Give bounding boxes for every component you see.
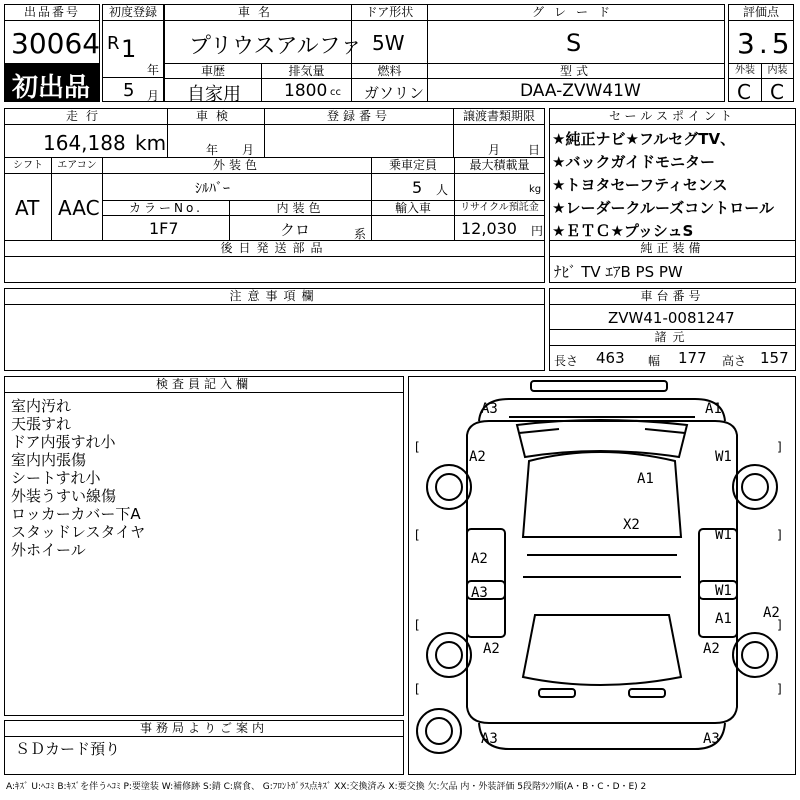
damage-mark: A3 xyxy=(481,731,498,747)
ext-color-label: 外装色 xyxy=(103,158,371,174)
history-label: 車歴 xyxy=(165,64,261,79)
color-no: 1F7 xyxy=(149,219,179,238)
later-parts-label: 後日発送部品 xyxy=(5,241,544,257)
sales-points-label: セールスポイント xyxy=(550,109,795,125)
office-box xyxy=(4,720,404,775)
sales-point-3: ★トヨタセーフティセンス xyxy=(552,176,728,194)
grade-label: グレード xyxy=(428,5,724,21)
damage-mark: A1 xyxy=(637,471,654,487)
svg-text:]: ] xyxy=(777,618,782,632)
lot-number: 30064 xyxy=(11,27,101,60)
fuel-label: 燃料 xyxy=(352,64,427,79)
transfer-box xyxy=(453,108,545,158)
score-label: 評価点 xyxy=(729,5,793,21)
svg-text:[: [ xyxy=(415,682,420,696)
mileage-box xyxy=(4,108,168,158)
interior-label: 内装 xyxy=(762,64,793,79)
inspector-notes xyxy=(11,397,145,559)
car-name-label: 車名 xyxy=(165,5,351,21)
inspection-label: 車検 xyxy=(168,109,264,125)
seats-label: 乗車定員 xyxy=(372,158,454,174)
grade-box xyxy=(427,4,725,64)
recycle: 12,030 xyxy=(461,219,517,238)
ext-color: ｼﾙﾊﾞｰ xyxy=(195,181,230,197)
width-label: 幅 xyxy=(648,354,661,368)
inspector-line: ロッカーカバー下A xyxy=(11,505,141,523)
sales-point-5: ★ＥＴＣ★プッシュS xyxy=(552,222,694,240)
ac-box xyxy=(51,157,103,241)
width: 177 xyxy=(678,349,707,367)
inspector-line: スタッドレスタイヤ xyxy=(11,523,146,541)
damage-diagram xyxy=(408,376,796,775)
model-box xyxy=(427,63,725,102)
inspector-box xyxy=(4,376,404,716)
inspector-line: 外装うすい線傷 xyxy=(11,487,117,505)
lot-number-label: 出品番号 xyxy=(5,5,99,21)
color-no-box xyxy=(102,200,230,241)
load-label: 最大積載量 xyxy=(455,158,544,174)
damage-legend: A:ｷｽﾞ U:ﾍｺﾐ B:ｷｽﾞを伴うﾍｺﾐ P:要塗装 W:補修跡 S:錆 C:腐食、 G:ﾌﾛﾝﾄｶﾞﾗｽ点ｷｽﾞ XX:交換済み X:要交換 欠:欠品 内・外装評価 5段階ﾗﾝｸ順(A・B・C・D・E) 2 xyxy=(6,782,647,792)
equipment-box xyxy=(549,240,796,283)
damage-mark: A2 xyxy=(763,605,780,621)
ac: AAC xyxy=(58,196,100,220)
recycle-label: リサイクル預託金 xyxy=(455,201,544,216)
history: 自家用 xyxy=(187,84,241,105)
year-unit: 年 xyxy=(147,63,160,77)
inspector-line: 室内汚れ xyxy=(11,397,72,415)
length-label: 長さ xyxy=(554,354,579,368)
int-color: クロ xyxy=(280,221,311,239)
inspector-line: ドア内張すれ小 xyxy=(11,433,116,451)
ac-label: エアコン xyxy=(52,158,102,174)
svg-text:[: [ xyxy=(415,528,420,542)
damage-mark: A3 xyxy=(471,585,488,601)
damage-mark: A3 xyxy=(703,731,720,747)
first-listing-badge xyxy=(4,64,100,102)
exterior-label: 外装 xyxy=(729,64,761,79)
inspector-line: 外ホイール xyxy=(11,541,86,559)
office-text: ＳＤカード預り xyxy=(15,740,121,758)
inspector-line: 室内内張傷 xyxy=(11,451,87,469)
damage-mark: A1 xyxy=(705,401,722,417)
import-box xyxy=(371,200,455,241)
fuel: ガソリン xyxy=(364,84,425,102)
color-no-label: カラーNo. xyxy=(103,201,229,216)
svg-text:[: [ xyxy=(415,618,420,632)
mileage: 164,188 xyxy=(43,131,126,155)
displacement: 1800 xyxy=(284,81,328,101)
transfer-month-unit: 月 xyxy=(488,143,501,157)
first-listing-text: 初出品 xyxy=(12,73,91,103)
lot-number-box xyxy=(4,4,100,64)
sales-points-box xyxy=(549,108,796,241)
reg-number-label: 登録番号 xyxy=(265,109,453,125)
seats: 5 xyxy=(412,178,423,197)
seats-unit: 人 xyxy=(436,183,449,197)
km-unit: km xyxy=(135,131,167,155)
recycle-unit: 円 xyxy=(531,224,544,238)
era-year: 1 xyxy=(121,35,137,63)
shift: AT xyxy=(15,196,40,220)
shift-label: シフト xyxy=(5,158,51,174)
damage-mark: A3 xyxy=(481,401,498,417)
car-name-box xyxy=(164,4,363,64)
history-box xyxy=(164,63,262,105)
score-box xyxy=(728,4,794,64)
notes-label: 注意事項欄 xyxy=(5,289,544,305)
equipment: ﾅﾋﾞ TV ｴｱB PS PW xyxy=(554,263,683,281)
inspector-line: シートすれ小 xyxy=(11,469,101,487)
ext-color-box xyxy=(102,157,372,201)
interior-box xyxy=(761,63,794,102)
displacement-label: 排気量 xyxy=(262,64,351,79)
fuel-box xyxy=(351,63,428,102)
model: DAA-ZVW41W xyxy=(520,81,641,101)
first-reg-box xyxy=(102,4,164,102)
inspection-box xyxy=(167,108,265,158)
transfer-day-unit: 日 xyxy=(528,143,541,157)
door-box xyxy=(351,4,428,64)
score: 3.5 xyxy=(737,27,794,60)
inspection-month-unit: 月 xyxy=(242,143,255,157)
damage-mark: A1 xyxy=(715,611,732,627)
notes-box xyxy=(4,288,545,371)
equipment-label: 純正装備 xyxy=(550,241,795,257)
damage-mark: W1 xyxy=(715,449,732,465)
exterior-box xyxy=(728,63,762,102)
recycle-box xyxy=(454,200,545,241)
later-parts-box xyxy=(4,240,545,283)
damage-mark: W1 xyxy=(715,527,732,543)
seats-box xyxy=(371,157,455,201)
cc-unit: cc xyxy=(330,87,341,98)
car-diagram-svg xyxy=(409,377,795,774)
sales-point-1: ★純正ナビ★フルセグTV、 xyxy=(552,130,736,148)
svg-text:]: ] xyxy=(777,440,782,454)
first-reg-label: 初度登録 xyxy=(103,5,163,21)
grade: S xyxy=(566,29,582,57)
svg-text:]: ] xyxy=(777,682,782,696)
reg-number-box xyxy=(264,108,454,158)
sales-point-2: ★バックガイドモニター xyxy=(552,153,715,171)
interior-grade: C xyxy=(770,80,784,104)
int-color-label: 内装色 xyxy=(230,201,371,216)
int-color-box xyxy=(229,200,372,241)
inspector-label: 検査員記入欄 xyxy=(5,377,403,393)
height-label: 高さ xyxy=(722,354,747,368)
chassis-box xyxy=(549,288,796,371)
height: 157 xyxy=(760,349,789,367)
damage-mark: A2 xyxy=(703,641,720,657)
damage-mark: A2 xyxy=(469,449,486,465)
damage-mark: X2 xyxy=(623,517,640,533)
svg-text:[: [ xyxy=(415,440,420,454)
office-label: 事務局よりご案内 xyxy=(5,721,403,737)
damage-mark: A2 xyxy=(471,551,488,567)
transfer-label: 譲渡書類期限 xyxy=(454,109,544,125)
load-unit: kg xyxy=(529,184,542,195)
model-label: 型式 xyxy=(428,64,724,79)
door-label: ドア形状 xyxy=(352,5,427,21)
dims-label: 諸元 xyxy=(550,330,795,346)
svg-text:]: ] xyxy=(777,528,782,542)
inspector-line: 天張すれ xyxy=(11,415,72,433)
door-type: 5W xyxy=(372,31,405,55)
reg-month: 5 xyxy=(123,80,135,101)
sales-point-4: ★レーダークルーズコントロール xyxy=(552,199,774,217)
shift-box xyxy=(4,157,52,241)
chassis-label: 車台番号 xyxy=(550,289,795,305)
length: 463 xyxy=(596,349,625,367)
month-unit: 月 xyxy=(147,89,160,103)
damage-mark: A2 xyxy=(483,641,500,657)
exterior-grade: C xyxy=(737,80,751,104)
car-name: プリウスアルファ xyxy=(189,34,363,59)
displacement-box xyxy=(261,63,352,102)
inspection-year-unit: 年 xyxy=(206,143,219,157)
load-box xyxy=(454,157,545,201)
mileage-label: 走行 xyxy=(5,109,167,125)
damage-mark: W1 xyxy=(715,583,732,599)
chassis-number: ZVW41-0081247 xyxy=(608,309,735,327)
int-color-unit: 系 xyxy=(354,227,367,241)
era: R xyxy=(107,33,120,54)
import-label: 輸入車 xyxy=(372,201,454,216)
